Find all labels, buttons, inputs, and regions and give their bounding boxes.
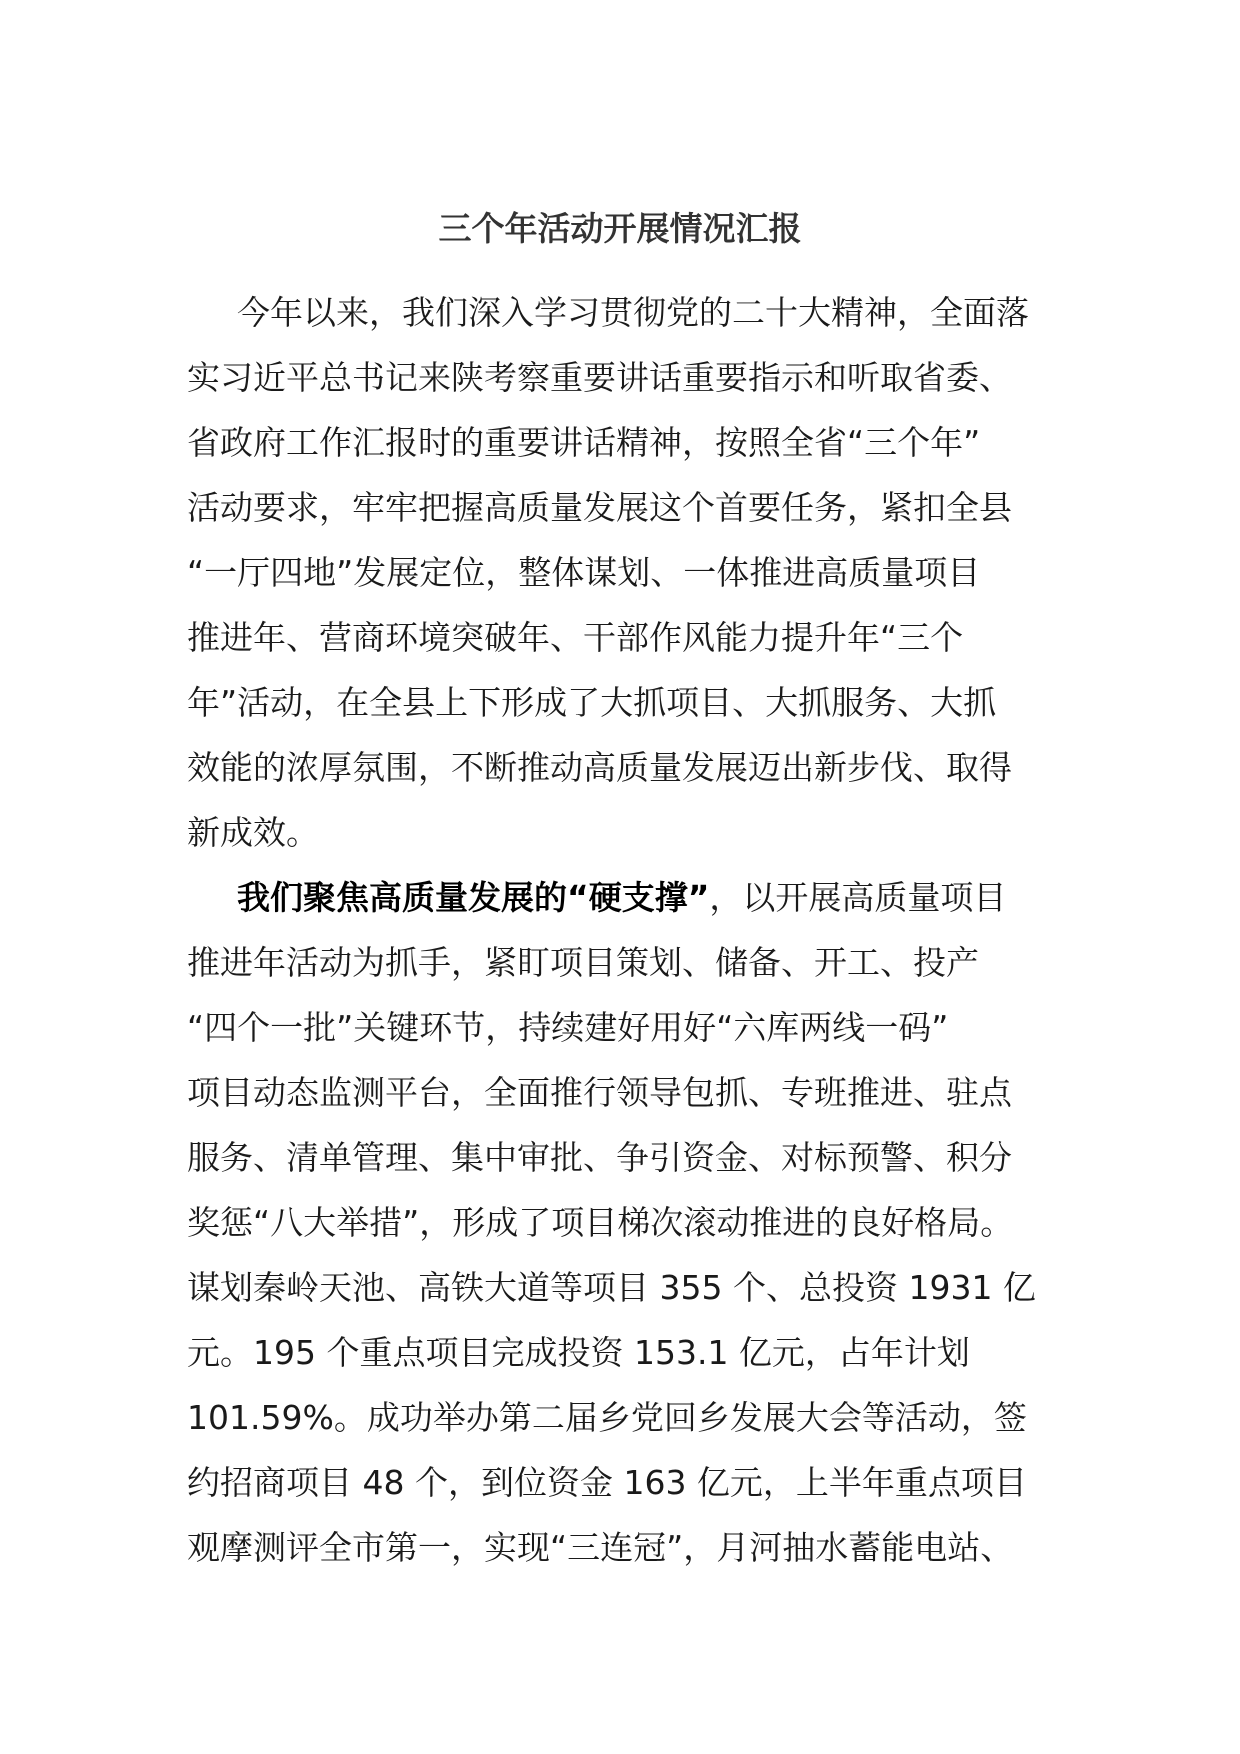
paragraph-line: 项目动态监测平台，全面推行领导包抓、专班推进、驻点 bbox=[187, 1073, 1012, 1112]
paragraph-line: 元。195 个重点项目完成投资 153.1 亿元，占年计划 bbox=[187, 1333, 970, 1372]
paragraph-1 bbox=[187, 280, 1047, 865]
paragraph-lead-rest: ，以开展高质量项目 bbox=[709, 878, 1007, 917]
paragraph-lead-bold: 我们聚焦高质量发展的“硬支撑” bbox=[237, 878, 710, 917]
paragraph-line: 推进年活动为抓手，紧盯项目策划、储备、开工、投产 bbox=[187, 943, 979, 982]
paragraph-line: 奖惩“八大举措”，形成了项目梯次滚动推进的良好格局。 bbox=[187, 1203, 1014, 1242]
paragraph-line: 观摩测评全市第一，实现“三连冠”，月河抽水蓄能电站、 bbox=[187, 1528, 1014, 1567]
paragraph-line: “四个一批”关键环节，持续建好用好“六库两线一码” bbox=[187, 1008, 949, 1047]
paragraph-line: 今年以来，我们深入学习贯彻党的二十大精神，全面落 bbox=[237, 293, 1029, 332]
paragraph-line: 活动要求，牢牢把握高质量发展这个首要任务，紧扣全县 bbox=[187, 488, 1012, 527]
paragraph-line: 效能的浓厚氛围，不断推动高质量发展迈出新步伐、取得 bbox=[187, 748, 1012, 787]
paragraph-line: 新成效。 bbox=[187, 813, 319, 852]
document-title: 三个年活动开展情况汇报 bbox=[438, 209, 802, 248]
paragraph-line: “一厅四地”发展定位，整体谋划、一体推进高质量项目 bbox=[187, 553, 981, 592]
paragraph-2 bbox=[187, 865, 1047, 1580]
paragraph-line: 101.59%。成功举办第二届乡党回乡发展大会等活动，签 bbox=[187, 1398, 1027, 1437]
document-body bbox=[187, 280, 1047, 1580]
paragraph-line: 年”活动，在全县上下形成了大抓项目、大抓服务、大抓 bbox=[187, 683, 997, 722]
paragraph-line: 实习近平总书记来陕考察重要讲话重要指示和听取省委、 bbox=[187, 358, 1012, 397]
paragraph-line: 省政府工作汇报时的重要讲话精神，按照全省“三个年” bbox=[187, 423, 981, 462]
paragraph-line: 约招商项目 48 个，到位资金 163 亿元，上半年重点项目 bbox=[187, 1463, 1027, 1502]
paragraph-line: 推进年、营商环境突破年、干部作风能力提升年“三个 bbox=[187, 618, 964, 657]
paragraph-line: 服务、清单管理、集中审批、争引资金、对标预警、积分 bbox=[187, 1138, 1012, 1177]
paragraph-lead-line bbox=[187, 865, 1047, 930]
paragraph-line: 谋划秦岭天池、高铁大道等项目 355 个、总投资 1931 亿 bbox=[187, 1268, 1036, 1307]
